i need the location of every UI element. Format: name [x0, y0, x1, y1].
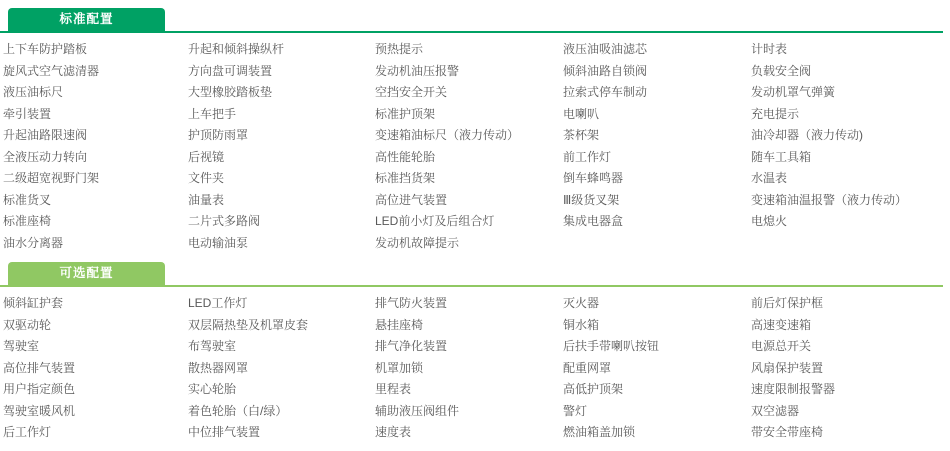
- config-item: 警灯: [563, 403, 588, 418]
- config-item: 大型橡胶踏板垫: [188, 85, 273, 99]
- config-item: 变速箱油标尺（液力传动）: [375, 128, 520, 142]
- config-item: 散热器网罩: [188, 360, 249, 375]
- config-item: 水温表: [751, 171, 788, 185]
- config-item: 高位排气装置: [3, 360, 76, 375]
- config-item: 二级超宽视野门架: [3, 171, 100, 185]
- config-item: 机罩加锁: [375, 360, 424, 375]
- config-item: 双空滤器: [751, 403, 800, 418]
- config-item: 护顶防雨罩: [188, 128, 249, 142]
- config-item: 燃油箱盖加锁: [563, 425, 636, 439]
- config-item: 中位排气装置: [188, 425, 261, 439]
- config-item: 双层隔热垫及机罩皮套: [188, 317, 309, 332]
- config-item: 用户指定颜色: [3, 382, 76, 396]
- config-item: 标准护顶架: [375, 106, 436, 121]
- config-item: 驾驶室: [3, 339, 40, 353]
- config-item: 油量表: [188, 192, 225, 207]
- config-item: 高速变速箱: [751, 317, 812, 332]
- optional-config-column-5: [751, 293, 950, 444]
- config-item: 随车工具箱: [751, 149, 812, 164]
- config-item: 牵引装置: [3, 106, 52, 121]
- config-item: 电动输油泵: [188, 235, 249, 250]
- tab-optional-config[interactable]: 可选配置: [8, 262, 165, 285]
- standard-config-column-5: [751, 39, 950, 254]
- config-item: 液压油标尺: [3, 85, 64, 99]
- config-item: 排气净化装置: [375, 339, 448, 353]
- optional-config-list: [0, 287, 950, 444]
- config-item: 高位进气装置: [375, 192, 448, 207]
- config-item: 标准货叉: [3, 192, 52, 207]
- config-item: 预热提示: [375, 42, 424, 56]
- config-item: 充电提示: [751, 106, 800, 121]
- config-item: 驾驶室暖风机: [3, 403, 76, 418]
- standard-config-list: [0, 33, 950, 254]
- config-item: 灭火器: [563, 296, 600, 310]
- config-item: 负载安全阀: [751, 63, 812, 78]
- optional-config-column-1: [3, 293, 188, 444]
- config-item: 速度限制报警器: [751, 382, 836, 396]
- config-item: 配重网罩: [563, 360, 612, 375]
- config-item: 带安全带座椅: [751, 425, 824, 439]
- config-item: 升起油路限速阀: [3, 128, 88, 142]
- config-item: 方向盘可调装置: [188, 63, 273, 78]
- config-item: 电喇叭: [563, 106, 600, 121]
- config-item: 计时表: [751, 42, 788, 56]
- standard-config-column-2: [188, 39, 375, 254]
- config-item: 倒车蜂鸣器: [563, 171, 624, 185]
- config-item: 标准座椅: [3, 214, 52, 228]
- config-item: 上下车防护踏板: [3, 42, 88, 56]
- optional-config-column-3: [375, 293, 563, 444]
- config-item: 全液压动力转向: [3, 149, 88, 164]
- config-item: 悬挂座椅: [375, 317, 424, 332]
- config-item: 倾斜缸护套: [3, 296, 64, 310]
- config-item: 集成电器盒: [563, 214, 624, 228]
- config-item: 后扶手带喇叭按钮: [563, 339, 660, 353]
- config-item: 发动机故障提示: [375, 235, 460, 250]
- config-item: 布驾驶室: [188, 339, 237, 353]
- config-item: 前工作灯: [563, 149, 612, 164]
- config-item: 二片式多路阀: [188, 214, 261, 228]
- config-item: 拉索式停车制动: [563, 85, 648, 99]
- config-item: 液压油吸油滤芯: [563, 42, 648, 56]
- standard-config-column-4: [563, 39, 751, 254]
- section-standard-config: [0, 8, 950, 254]
- config-item: 排气防火装置: [375, 296, 448, 310]
- config-item: 实心轮胎: [188, 382, 237, 396]
- config-item: LED工作灯: [188, 296, 248, 310]
- config-item: 后工作灯: [3, 425, 52, 439]
- config-item: 文件夹: [188, 171, 225, 185]
- config-item: 辅助液压阀组件: [375, 403, 460, 418]
- config-item: 双驱动轮: [3, 317, 52, 332]
- config-item: 油冷却器（液力传动): [751, 128, 863, 142]
- config-item: 着色轮胎（白/绿）: [188, 403, 288, 418]
- config-item: 发动机油压报警: [375, 63, 460, 78]
- config-item: 电熄火: [751, 214, 788, 228]
- optional-config-column-2: [188, 293, 375, 444]
- config-item: 升起和倾斜操纵杆: [188, 42, 285, 56]
- tab-standard-config[interactable]: 标准配置: [8, 8, 165, 31]
- config-item: 旋风式空气滤清器: [3, 63, 100, 78]
- config-item: 后视镜: [188, 149, 225, 164]
- config-item: 变速箱油温报警（液力传动）: [751, 192, 908, 207]
- config-item: 上车把手: [188, 106, 237, 121]
- config-item: 倾斜油路自锁阀: [563, 63, 648, 78]
- config-item: 铜水箱: [563, 317, 600, 332]
- optional-config-column-4: [563, 293, 751, 444]
- config-item: LED前小灯及后组合灯: [375, 214, 495, 228]
- optional-config-tab-bar: [0, 262, 943, 287]
- config-item: 发动机罩气弹簧: [751, 85, 836, 99]
- config-item: 前后灯保护框: [751, 296, 824, 310]
- config-item: 电源总开关: [751, 339, 812, 353]
- config-item: 油水分离器: [3, 235, 64, 250]
- config-item: 空挡安全开关: [375, 85, 448, 99]
- config-item: Ⅲ级货叉架: [563, 192, 620, 207]
- config-item: 速度表: [375, 425, 412, 439]
- config-item: 里程表: [375, 382, 412, 396]
- config-item: 风扇保护装置: [751, 360, 824, 375]
- config-item: 标准挡货架: [375, 171, 436, 185]
- config-item: 茶杯架: [563, 128, 600, 142]
- standard-config-column-1: [3, 39, 188, 254]
- section-optional-config: [0, 262, 950, 444]
- config-item: 高性能轮胎: [375, 149, 436, 164]
- config-item: 高低护顶架: [563, 382, 624, 396]
- standard-config-column-3: [375, 39, 563, 254]
- standard-config-tab-bar: [0, 8, 943, 33]
